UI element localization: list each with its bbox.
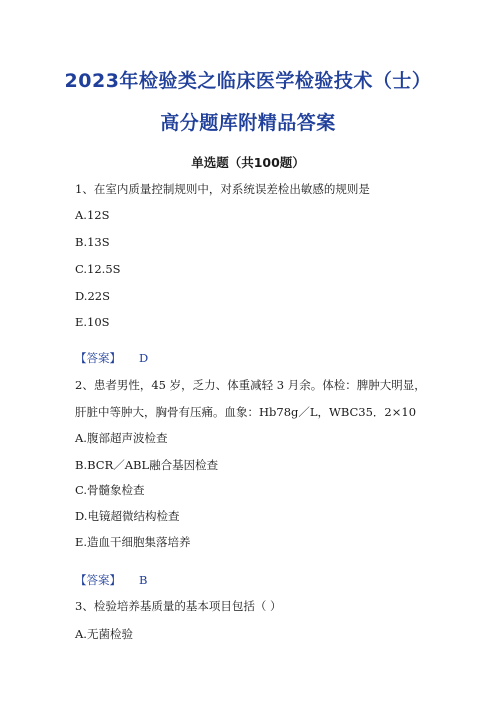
section-heading: 单选题（共100题）	[191, 155, 305, 170]
question-2-answer	[75, 572, 147, 588]
question-2-text-line-1: 2、患者男性，45 岁，乏力、体重减轻 3 月余。体检：脾肿大明显，	[75, 378, 426, 392]
question-2-text-line-2: 肝脏中等肿大，胸骨有压痛。血象：Hb78g／L，WBC35．2×10	[75, 405, 417, 419]
answer-value: B	[139, 573, 148, 587]
question-3-option-a: A.无菌检验	[75, 627, 133, 641]
question-1-option-a: A.12S	[75, 208, 110, 222]
question-3-text: 3、检验培养基质量的基本项目包括（ ）	[75, 599, 282, 613]
question-2-option-b: B.BCR／ABL融合基因检查	[75, 458, 219, 472]
answer-label: 【答案】	[75, 573, 121, 587]
question-1-answer	[75, 350, 148, 366]
question-1-option-d: D.22S	[75, 289, 110, 303]
question-2-option-c: C.骨髓象检查	[75, 483, 145, 497]
question-2-option-a: A.腹部超声波检查	[75, 431, 168, 445]
question-1-option-e: E.10S	[75, 315, 110, 329]
document-title-line-1: 2023年检验类之临床医学检验技术（士）	[64, 70, 432, 92]
answer-value: D	[139, 351, 149, 365]
answer-label: 【答案】	[75, 351, 121, 365]
question-1-text: 1、在室内质量控制规则中，对系统误差检出敏感的规则是	[75, 182, 370, 196]
question-1-option-c: C.12.5S	[75, 262, 121, 276]
question-2-option-d: D.电镜超微结构检查	[75, 509, 180, 523]
question-1-option-b: B.13S	[75, 235, 110, 249]
question-2-option-e: E.造血干细胞集落培养	[75, 535, 191, 549]
document-title-line-2: 高分题库附精品答案	[160, 112, 336, 134]
